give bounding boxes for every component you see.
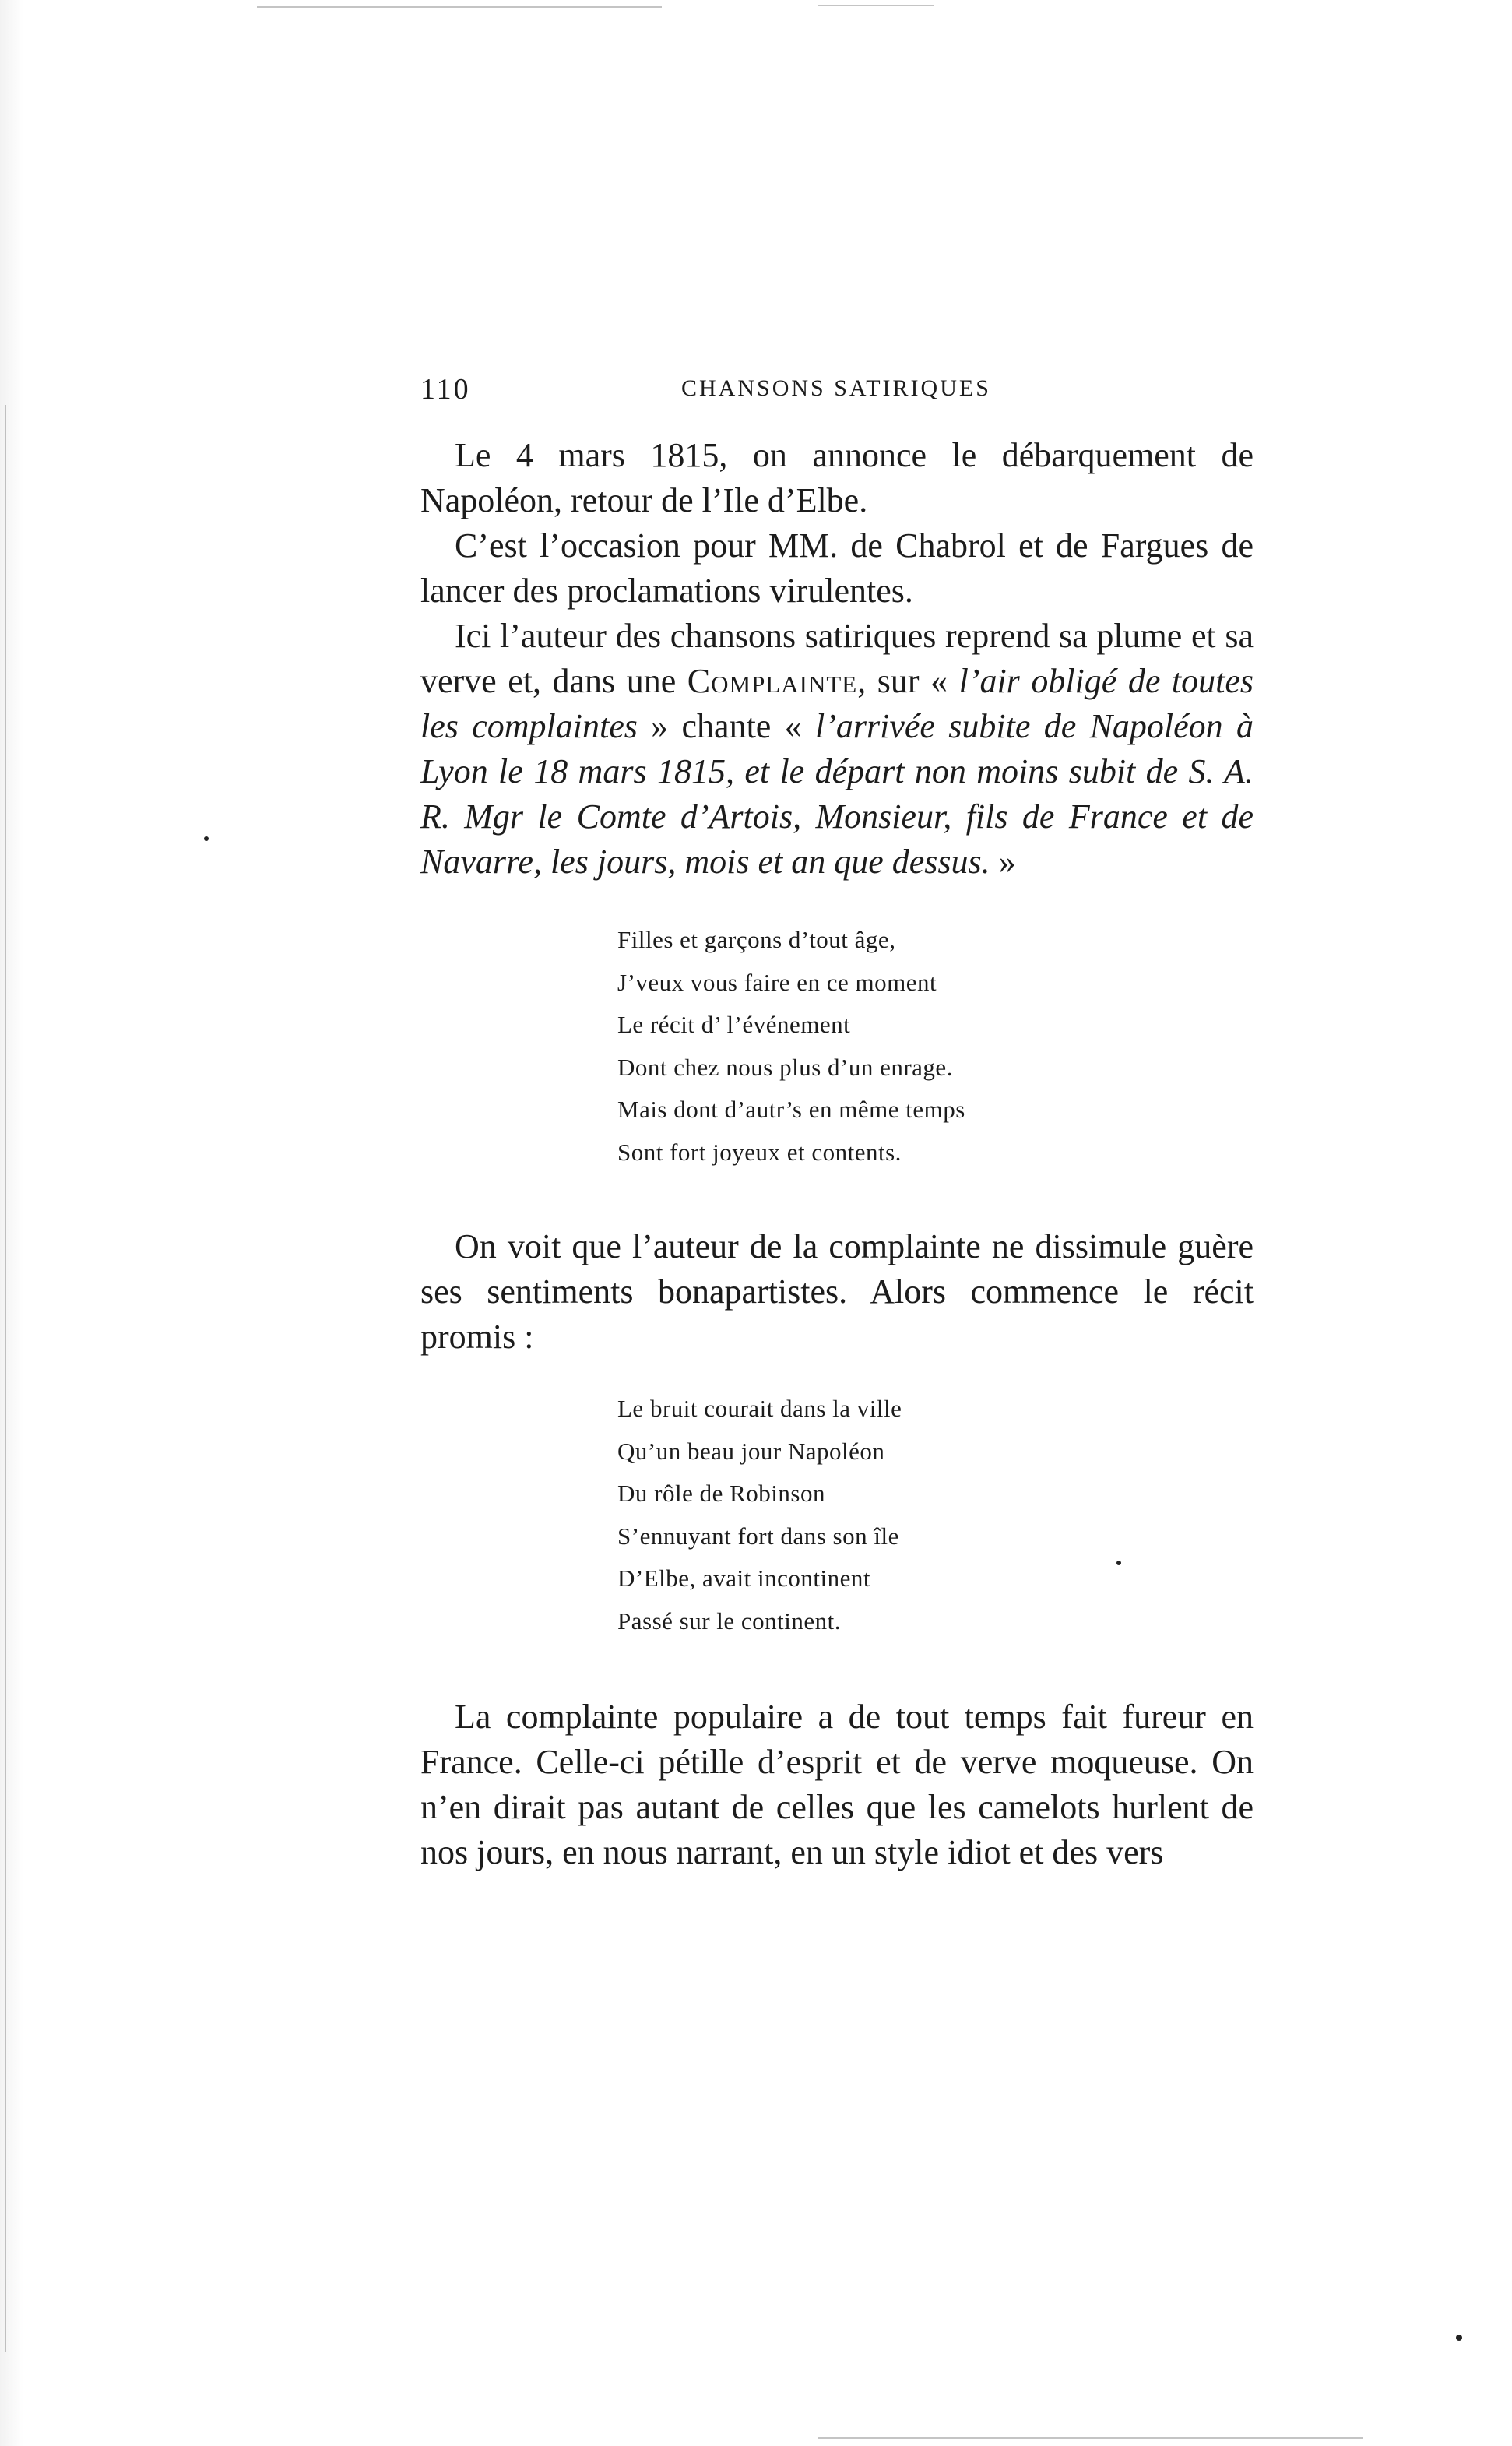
page-speck bbox=[204, 836, 209, 841]
verse-line: Mais dont d’autr’s en même temps bbox=[617, 1096, 965, 1123]
complainte-word: Complainte bbox=[687, 662, 858, 700]
verse-line: Filles et garçons d’tout âge, bbox=[617, 926, 896, 953]
complainte-close-quote: » bbox=[990, 843, 1016, 881]
verse-line: Le récit d’ l’événement bbox=[617, 1011, 851, 1038]
closing-paragraph bbox=[420, 1695, 1254, 1875]
verse-line: Du rôle de Robinson bbox=[617, 1480, 825, 1507]
page-speck bbox=[1456, 2335, 1462, 2341]
scan-rule-bottom bbox=[818, 2437, 1363, 2439]
opening-paragraphs bbox=[420, 433, 1254, 885]
scan-rule-top bbox=[257, 6, 662, 8]
verse-stanza-1 bbox=[617, 919, 965, 1174]
paragraph-proclamations: C’est l’occasion pour MM. de Chabrol et de Fargues de lancer des proclamations virulentes. bbox=[420, 526, 1254, 610]
complainte-chante: » chante « bbox=[637, 707, 815, 745]
verse-stanza-2 bbox=[617, 1388, 902, 1642]
scan-rule-left bbox=[5, 405, 6, 2352]
verse-line: S’ennuyant fort dans son île bbox=[617, 1522, 899, 1550]
page-number: 110 bbox=[420, 373, 471, 406]
running-title: CHANSONS SATIRIQUES bbox=[681, 375, 991, 401]
air-title: l’air obligé de toutes les complaintes bbox=[420, 662, 1254, 745]
commentary-paragraph bbox=[420, 1224, 1254, 1360]
verse-line: Dont chez nous plus d’un enrage. bbox=[617, 1053, 953, 1081]
complainte-lead: Ici l’auteur des chansons satiriques reprend sa plume et sa verve et, dans une bbox=[420, 617, 1254, 700]
page-speck bbox=[1116, 1561, 1121, 1565]
paragraph-bonapartist: On voit que l’auteur de la complainte ne dissimule guère ses sentiments bonapartistes. Alors commence le récit promis : bbox=[420, 1227, 1254, 1356]
verse-line: Le bruit courait dans la ville bbox=[617, 1395, 902, 1422]
paragraph-popular-complainte: La complainte populaire a de tout temps fait fureur en France. Celle-ci pétille d’esprit et de verve moqueuse. On n’en dirait pas autant de celles que les camelots hurlent de nos jours, en nous narrant, en un style idiot et des vers bbox=[420, 1698, 1254, 1871]
complainte-full-title: l’arrivée subite de Napoléon à Lyon le 18 mars 1815, et le départ non moins subit de S. A. R. Mgr le Comte d’Artois, Monsieur, fils de France et de Navarre, les jours, mois et an que dessus. bbox=[420, 707, 1254, 881]
running-head bbox=[420, 372, 1261, 411]
verse-line: Sont fort joyeux et contents. bbox=[617, 1138, 902, 1166]
verse-line: Passé sur le continent. bbox=[617, 1607, 842, 1635]
scan-rule-top-right bbox=[818, 5, 934, 6]
verse-line: Qu’un beau jour Napoléon bbox=[617, 1437, 885, 1465]
verse-line: J’veux vous faire en ce moment bbox=[617, 968, 937, 996]
paragraph-complainte bbox=[420, 614, 1254, 885]
paragraph-landing: Le 4 mars 1815, on annonce le débarquement de Napoléon, retour de l’Ile d’Elbe. bbox=[420, 436, 1254, 519]
verse-line: D’Elbe, avait incontinent bbox=[617, 1564, 870, 1592]
complainte-sur: , sur « bbox=[857, 662, 959, 700]
scan-shadow-left bbox=[0, 0, 23, 2446]
